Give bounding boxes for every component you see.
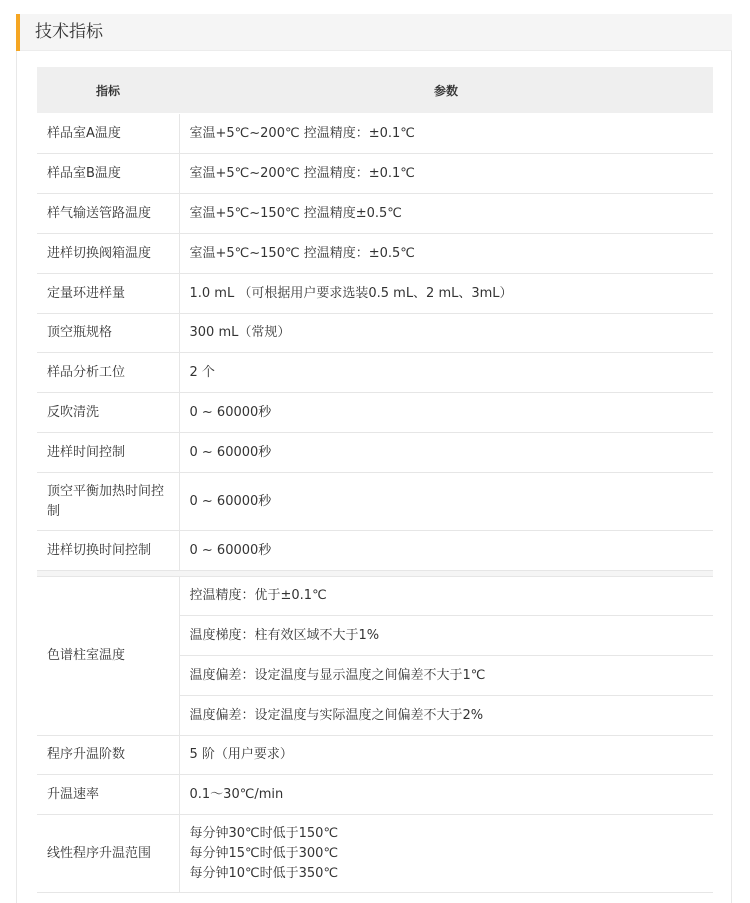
row-value: 控温精度：优于±0.1℃ [179,577,713,616]
row-label: 进样时间控制 [37,433,179,473]
row-label: 程序升温阶数 [37,736,179,775]
row-value: 温度梯度：柱有效区域不大于1% [179,616,713,656]
row-value: 室温+5℃~150℃ 控温精度±0.5℃ [179,194,713,234]
row-value: 0.1～30℃/min [179,775,713,815]
row-value-line: 每分钟10℃时低于350℃ [189,865,339,881]
row-value: 室温+5℃~200℃ 控温精度：±0.1℃ [179,154,713,194]
row-value: 0 ~ 60000秒 [179,531,713,571]
row-value-line: 每分钟15℃时低于300℃ [189,845,339,861]
row-value: 温度偏差：设定温度与显示温度之间偏差不大于1℃ [179,656,713,696]
header-parameter: 参数 [179,67,713,114]
row-value: 室温+5℃~150℃ 控温精度：±0.5℃ [179,234,713,274]
row-label: 色谱柱室温度 [37,577,179,736]
row-label: 反吹清洗 [37,393,179,433]
row-label: 样品室A温度 [37,114,179,154]
row-label: 顶空平衡加热时间控制 [37,473,179,531]
table-row [37,274,713,314]
row-label: 升温速率 [37,775,179,815]
table-row [37,114,713,154]
row-value: 1.0 mL （可根据用户要求选装0.5 mL、2 mL、3mL） [179,274,713,314]
spec-table [37,67,713,893]
table-row [37,194,713,234]
table-row [37,775,713,815]
row-value: 0 ~ 60000秒 [179,393,713,433]
table-row [37,154,713,194]
row-value-line: 每分钟30℃时低于150℃ [189,825,339,841]
row-label: 顶空瓶规格 [37,314,179,353]
row-label: 线性程序升温范围 [37,815,179,893]
row-value: 0 ~ 60000秒 [179,473,713,531]
row-label: 进样切换阀箱温度 [37,234,179,274]
table-row [37,531,713,571]
row-label: 样品分析工位 [37,353,179,393]
table-header-row [37,67,713,114]
row-label: 定量环进样量 [37,274,179,314]
row-value: 0 ~ 60000秒 [179,433,713,473]
row-value [179,815,713,893]
section-title: 技术指标 [35,22,103,42]
header-indicator: 指标 [37,67,179,114]
row-label: 样品室B温度 [37,154,179,194]
table-row [37,393,713,433]
table-row [37,234,713,274]
table-row [37,314,713,353]
row-value: 室温+5℃~200℃ 控温精度：±0.1℃ [179,114,713,154]
table-row [37,577,713,616]
row-value: 300 mL（常规） [179,314,713,353]
table-row [37,815,713,893]
row-value: 2 个 [179,353,713,393]
table-row [37,473,713,531]
section-accent-bar [16,14,20,51]
row-value: 温度偏差：设定温度与实际温度之间偏差不大于2% [179,696,713,736]
section-header [16,14,732,51]
table-row [37,353,713,393]
row-label: 样气输送管路温度 [37,194,179,234]
row-label: 进样切换时间控制 [37,531,179,571]
table-row [37,736,713,775]
table-row [37,433,713,473]
row-value: 5 阶（用户要求） [179,736,713,775]
